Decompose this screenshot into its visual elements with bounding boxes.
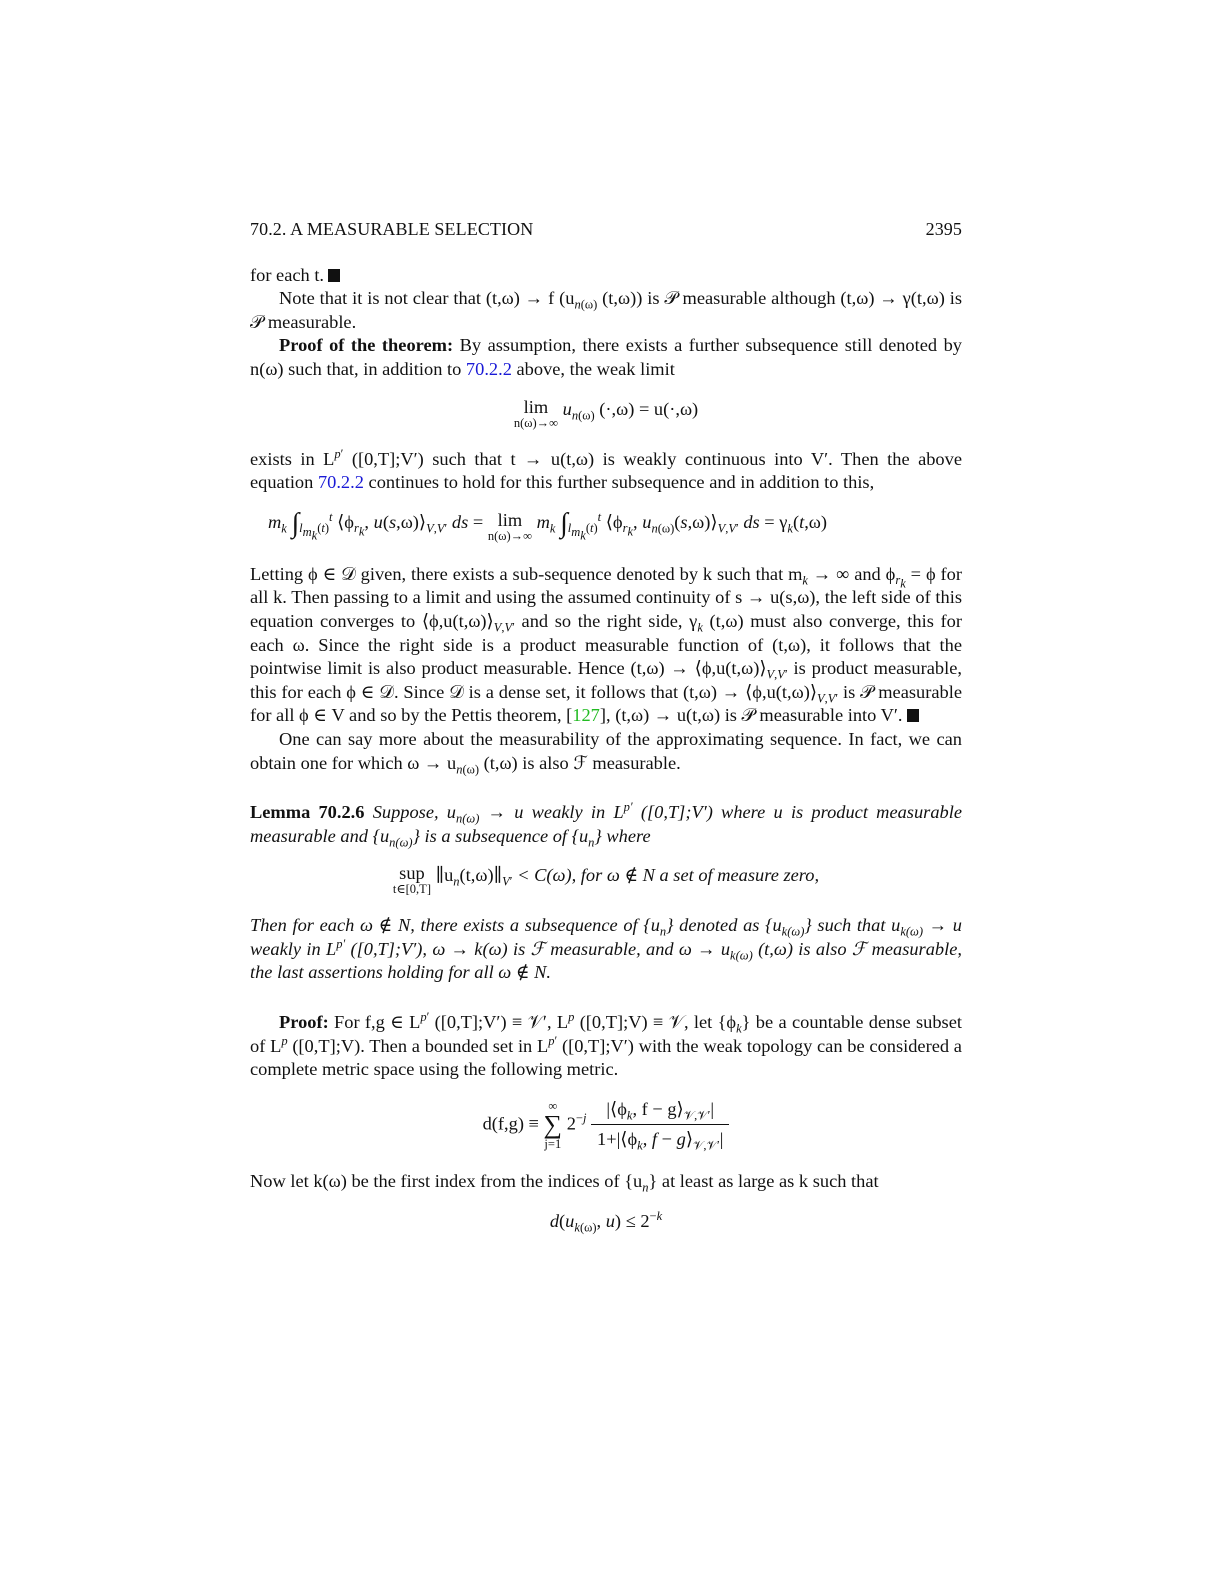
paragraph: exists in $L^{p'}$ ([0,T];V′) such that t → u(t,ω) is weakly continuous into V′. Then the above equation 70.2.2 continues to hold for this further subsequence and in addition to this, — [250, 446, 962, 493]
display-equation: d(f,g) ≡ ∞ ∑ j=1 $2^{-j}$ $\frac{|⟨\phi_k, f - g⟩_{𝒱,𝒱'}|}{1+|⟨\phi_k, f - g⟩_{𝒱,𝒱'}|}$ — [250, 1098, 962, 1152]
paragraph: for each t. — [250, 264, 962, 288]
running-header — [250, 218, 962, 242]
lemma-label: Lemma 70.2.6 — [250, 802, 365, 823]
display-equation: lim n(ω)→∞ $u_{n(\omega)}$ (·,ω) = u(·,ω) — [513, 396, 699, 430]
qed-square-icon — [907, 709, 919, 722]
lemma-statement: Then for each ω ∉ N, there exists a subsequence of $\{u_n\}$ denoted as $\{u_{k(\omega)}\}$ such that $u_{k(\omega)} \to u$ weakly in $L^{p'}$ ([0,T];V′), ω → k(ω) is ℱ measurable, and $\omega \to u_{k(\omega)}$ (t,ω) is also ℱ measurable, the last assertions holding for all ω ∉ N. — [250, 915, 962, 983]
proof-label: Proof of the theorem: — [279, 335, 454, 356]
display-equation: sup t∈[0,T] $\parallel u_n(t,\omega)\parallel_{V'} < C(\omega)$, for ω ∉ N a set of measure zero, — [392, 863, 820, 897]
citation-link[interactable]: 127 — [572, 705, 600, 726]
qed-square-icon — [328, 269, 340, 282]
lemma-statement: Lemma 70.2.6 Suppose, $u_{n(\omega)} \to u$ weakly in $L^{p'}$ ([0,T];V′) where u is product measurable measurable and $\{u_{n(\omega)}\}$ is a subsequence of $\{u_n\}$ where — [250, 799, 962, 850]
paper-page — [250, 218, 962, 1251]
display-equation: $d(u_{k(\omega)}$, $u) \le 2^{-k}$ — [549, 1208, 663, 1235]
paragraph: Now let k(ω) be the first index from the indices of $\{u_n\}$ at least as large as k such that — [250, 1171, 879, 1195]
paragraph: Letting ϕ ∈ 𝒟 given, there exists a sub-sequence denoted by k such that $m_k$ → ∞ and $\phi_{r_k} = \phi$ for all k. Then passing to a limit and using the assumed continuity of s → u(s,ω), the left side of this equation converges to $⟨\phi,u(t,\omega)⟩_{V,V'}$ and so the right side, $\gamma_k$ (t,ω) must also converge, this for each ω. Since the right side is a product measurable function of (t,ω), it follows that the pointwise limit is also product measurable. Hence $(t,\omega) \to ⟨\phi,u(t,\omega)⟩_{V,V'}$ is product measurable, this for each ϕ ∈ 𝒟. Since 𝒟 is a dense set, it follows that $(t,\omega) \to ⟨\phi,u(t,\omega)⟩_{V,V'}$ is 𝒫 measurable for all ϕ ∈ V and so by the Pettis theorem, [127], (t,ω) → u(t,ω) is 𝒫 measurable into V′. — [250, 563, 962, 726]
paragraph: Proof: For f,g ∈ $L^{p'}$ ([0,T];V′) ≡ 𝒱′, $L^p$ ([0,T];V) ≡ 𝒱, let $\{\phi_k\}$ be a countable dense subset of $L^p$ ([0,T];V). Then a bounded set in $L^{p'}$ ([0,T];V′) with the weak topology can be considered a complete metric space using the following metric. — [250, 1009, 962, 1080]
page-number: 2395 — [925, 219, 962, 239]
equation-link[interactable]: 70.2.2 — [317, 472, 364, 493]
paragraph: One can say more about the measurability of the approximating sequence. In fact, we can obtain one for which $\omega \to u_{n(\omega)}$ (t,ω) is also ℱ measurable. — [250, 728, 962, 777]
paragraph: Note that it is not clear that (t,ω) → f ($u_{n(\omega)}$ (t,ω)) is 𝒫 measurable although (t,ω) → γ(t,ω) is 𝒫 measurable. — [250, 288, 963, 332]
section-title: 70.2. A MEASURABLE SELECTION — [250, 219, 534, 239]
equation-link[interactable]: 70.2.2 — [465, 358, 512, 379]
proof-label: Proof: — [279, 1012, 329, 1033]
paragraph: Proof of the theorem: By assumption, there exists a further subsequence still denoted by n(ω) such that, in addition to 70.2.2 above, the weak limit — [250, 335, 962, 379]
display-equation: $m_k$ $\int_{l_{m_k}(t)}^t$ $⟨\phi_{r_k}$, $u(s,\omega)⟩_{V,V'}$ ds = lim n(ω)→∞ $m_k$ $\int_{l_{m_k}(t)}^t$ $⟨\phi_{r_k}$, $u_{n(\omega)}(s,\omega)⟩_{V,V'}$ ds = $\gamma_k(t,\omega)$ — [268, 507, 828, 543]
